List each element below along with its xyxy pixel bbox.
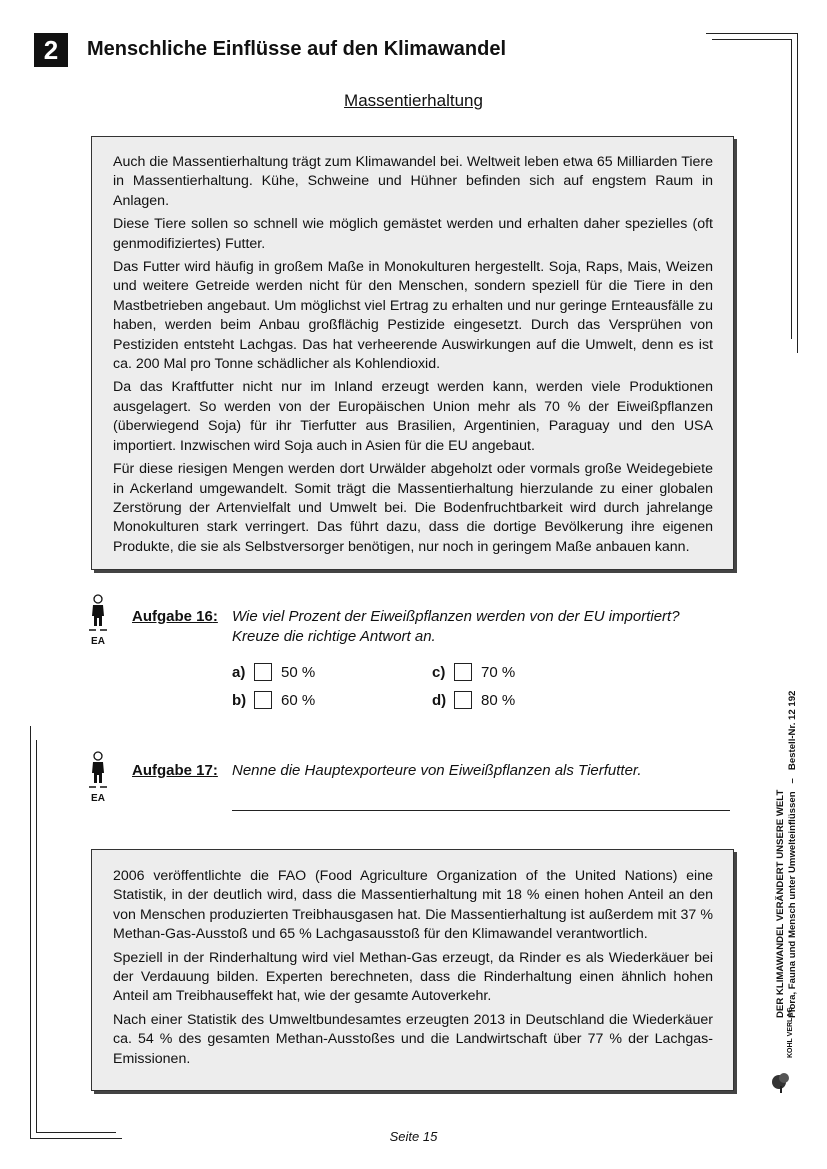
paragraph: Das Futter wird häufig in großem Maße in Monokulturen hergestellt. Soja, Raps, Mais, Weizen und weitere Getreide werden nicht für den Menschen, sondern speziell für die Tiere in den Mastbetrieben angebaut. Um möglichst viel Ertrag zu erhalten und nur geringe Ernteausfälle zu haben, werden beim Anbau großflächig Pestizide eingesetzt. Durch das Versprühen von Pestiziden entsteht Lachgas. Das hat verheerende Auswirkungen auf die Umwelt, denn es ist ca. 200 Mal pro Tonne schädlicher als Kohlendioxid. [113, 259, 713, 373]
frame-line [791, 39, 792, 339]
chapter-number: 2 [34, 33, 68, 67]
task-16-label-text: Aufgabe 16 [132, 608, 213, 625]
frame-line [797, 33, 798, 353]
option-text: 80 % [481, 691, 516, 709]
option-letter: c) [432, 663, 446, 681]
checkbox[interactable] [454, 663, 472, 681]
sidebar-separator: – [787, 778, 798, 784]
option-b[interactable] [232, 691, 315, 709]
task-17-label: Aufgabe 17: [132, 762, 218, 779]
option-c[interactable] [432, 663, 515, 681]
option-text: 50 % [281, 663, 316, 681]
sidebar-book-info [775, 691, 799, 1018]
sidebar-order-number: Bestell-Nr. 12 192 [787, 690, 798, 771]
paragraph: Speziell in der Rinderhaltung wird viel Methan-Gas erzeugt, da Rinder es als Wiederkäuer bei der Verdauung bilden. Experten berechneten, dass die Rinderhaltung einen ähnlich hohen Anteil am Treibhauseffekt hat, wie der gesamte Autoverkehr. [113, 949, 713, 1005]
publisher-logo [769, 1058, 793, 1094]
task-16-question-text: Wie viel Prozent der Eiweißpflanzen werden von der EU importiert? [232, 608, 680, 625]
student-icon [87, 594, 109, 632]
option-a[interactable] [232, 663, 315, 681]
paragraph: 2006 veröffentlichte die FAO (Food Agriculture Organization of the United Nations) eine Statistik, in der deutlich wird, dass die Massentierhaltung mit 18 % einen hohen Anteil an den von Menschen produzierten Treibhausgasen hat. Die Massentierhaltung ist außerdem mit 37 % Methan-Gas-Ausstoß und 65 % Lachgasausstoß für den Klimawandel verantwortlich. [113, 868, 713, 943]
task-16-question [232, 607, 680, 646]
option-letter: b) [232, 691, 247, 709]
paragraph: Für diese riesigen Mengen werden dort Urwälder abgeholzt oder vormals große Weidegebiete in Ackerland umgewandelt. Somit trägt die Massentierhaltung hierzulande zu einer globalen Zerstörung der Artenvielfalt und Umwelt bei. Die Bodenfruchtbarkeit wird durch jahrelange Monokulturen stark verringert. Das führt dazu, dass die dortige Bevölkerung ihre eigenen Produkte, die sie als Selbstversorger benötigen, nur noch in geringem Maße anbauen kann. [113, 461, 713, 555]
checkbox[interactable] [454, 691, 472, 709]
option-text: 60 % [281, 691, 316, 709]
frame-line [36, 740, 37, 1132]
ea-label: EA [91, 793, 105, 804]
answer-line[interactable] [232, 810, 730, 811]
info-box-2 [91, 849, 734, 1091]
paragraph: Nach einer Statistik des Umweltbundesamtes erzeugten 2013 in Deutschland die Wiederkäuer ca. 54 % des gesamten Methan-Ausstoßes und die Landwirtschaft über 77 % der Lachgas-Emissionen. [113, 1011, 713, 1067]
student-icon [87, 751, 109, 789]
option-letter: a) [232, 663, 246, 681]
ea-student-icon [87, 594, 109, 647]
task-17-label-text: Aufgabe 17 [132, 762, 213, 779]
frame-line [706, 33, 798, 34]
checkbox[interactable] [254, 691, 272, 709]
sidebar-subtitle: Flora, Fauna und Mensch unter Umwelteinflüssen [787, 791, 798, 1018]
option-letter: d) [432, 691, 447, 709]
page-number: Seite 15 [389, 1129, 438, 1144]
chapter-title: Menschliche Einflüsse auf den Klimawandel [87, 38, 506, 60]
paragraph: Da das Kraftfutter nicht nur im Inland erzeugt werden kann, werden viele Produktionen ausgelagert. So werden von der Europäischen Union mehr als 70 % der Eiweißpflanzen (überwiegend Soja) für ihr Tierfutter aus Brasilien, Argentinien, Paraguay und den USA importiert. Inzwischen wird Soja auch in Asien für die EU angebaut. [113, 379, 713, 454]
paragraph: Diese Tiere sollen so schnell wie möglich gemästet werden und erhalten daher spezielles (oft genmodifiziertes) Futter. [113, 216, 713, 252]
task-16-label: Aufgabe 16: [132, 608, 218, 625]
checkbox[interactable] [254, 663, 272, 681]
ea-student-icon [87, 751, 109, 804]
ea-label: EA [91, 636, 105, 647]
sidebar-book-title: DER KLIMAWANDEL VERÄNDERT UNSERE WELT [775, 789, 786, 1018]
paragraph: Auch die Massentierhaltung trägt zum Klimawandel bei. Weltweit leben etwa 65 Milliarden Tiere in Massentierhaltung. Kühe, Schweine und Hühner befinden sich auf engstem Raum in Anlagen. [113, 154, 713, 209]
option-text: 70 % [481, 663, 516, 681]
frame-line [712, 39, 792, 40]
task-17-question: Nenne die Hauptexporteure von Eiweißpflanzen als Tierfutter. [232, 762, 642, 779]
tree-icon [769, 1058, 793, 1094]
section-title: Massentierhaltung [344, 91, 483, 110]
publisher-name: KOHL VERLAG [787, 1007, 794, 1058]
task-16-instruction: Kreuze die richtige Antwort an. [232, 627, 436, 645]
frame-line [30, 726, 31, 1139]
option-d[interactable] [432, 691, 515, 709]
info-box-1 [91, 136, 734, 570]
